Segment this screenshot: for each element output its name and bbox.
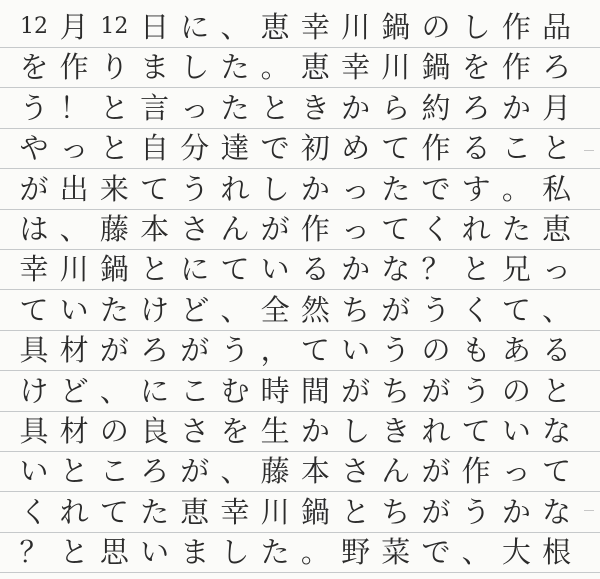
manuscript-char: と (140, 252, 170, 287)
manuscript-char: 鍋 (421, 50, 451, 85)
manuscript-char: 12 (100, 14, 129, 39)
manuscript-char: 、 (542, 292, 572, 327)
manuscript-char: 作 (501, 50, 531, 85)
manuscript-char: 川 (341, 10, 371, 44)
manuscript-char: け (140, 292, 170, 327)
manuscript-char: 然 (300, 292, 330, 327)
manuscript-char: 日 (140, 10, 170, 44)
manuscript-char: て (220, 252, 250, 287)
manuscript-char: 川 (260, 494, 290, 529)
manuscript-char: る (300, 252, 330, 287)
manuscript-char: て (501, 292, 531, 327)
manuscript-char: に (180, 252, 210, 287)
manuscript-row (14, 170, 574, 208)
manuscript-char: 、 (220, 10, 250, 44)
manuscript-char: さ (341, 454, 371, 489)
manuscript-row (14, 291, 574, 329)
manuscript-char: ち (341, 292, 371, 327)
manuscript-char: 鍋 (381, 10, 411, 44)
manuscript-char: め (341, 131, 371, 166)
manuscript-char: て (300, 333, 330, 368)
manuscript-char: し (341, 414, 371, 448)
manuscript-char: 間 (300, 373, 330, 408)
manuscript-char: っ (180, 90, 210, 125)
manuscript-char: ち (381, 494, 411, 529)
manuscript-char: 兄 (501, 252, 531, 287)
manuscript-char: と (99, 131, 129, 166)
manuscript-char: と (99, 90, 129, 125)
manuscript-char: あ (501, 333, 531, 368)
manuscript-char: の (421, 10, 451, 44)
manuscript-char: の (501, 373, 531, 408)
manuscript-char: か (501, 90, 531, 125)
manuscript-char: が (381, 292, 411, 327)
manuscript-char: 約 (421, 90, 451, 125)
manuscript-char: た (220, 50, 250, 85)
manuscript-char: て (542, 454, 572, 489)
manuscript-char: た (381, 171, 411, 206)
manuscript-char: し (220, 535, 250, 570)
manuscript-char: 材 (59, 414, 89, 448)
manuscript-char: と (461, 252, 491, 287)
manuscript-char: と (59, 454, 89, 489)
manuscript-char: 言 (140, 90, 170, 125)
manuscript-char: ？ (19, 535, 49, 570)
margin-tick (584, 330, 594, 331)
manuscript-char: に (180, 10, 210, 44)
manuscript-char: な (542, 494, 572, 529)
manuscript-char: ， (260, 333, 290, 368)
manuscript-char: か (300, 414, 330, 448)
manuscript-char: が (421, 373, 451, 408)
manuscript-char: う (381, 333, 411, 368)
manuscript-char: た (220, 90, 250, 125)
manuscript-char: た (99, 292, 129, 327)
manuscript-char: が (180, 333, 210, 368)
manuscript-char: も (461, 333, 491, 368)
manuscript-char: 品 (542, 10, 572, 44)
manuscript-char: や (19, 131, 49, 166)
manuscript-char: 月 (542, 90, 572, 125)
manuscript-char: 恵 (300, 50, 330, 85)
manuscript-char: て (461, 414, 491, 448)
manuscript-char: 時 (260, 373, 290, 408)
manuscript-char: 。 (260, 50, 290, 85)
manuscript-char: を (461, 50, 491, 85)
manuscript-char: た (260, 535, 290, 570)
manuscript-char: を (220, 414, 250, 448)
manuscript-char: 全 (260, 292, 290, 327)
manuscript-char: こ (180, 373, 210, 408)
manuscript-char: 12 (20, 14, 48, 39)
manuscript-char: て (140, 171, 170, 206)
manuscript-row (14, 372, 574, 410)
manuscript-char: 具 (19, 414, 49, 448)
manuscript-row (14, 493, 574, 531)
manuscript-char: 来 (99, 171, 129, 206)
manuscript-char: れ (421, 414, 451, 448)
manuscript-char: 、 (461, 535, 491, 570)
manuscript-char: 分 (180, 131, 210, 166)
manuscript-char: る (461, 131, 491, 166)
manuscript-char: と (542, 373, 572, 408)
manuscript-char: 、 (220, 454, 250, 489)
manuscript-char: ら (381, 90, 411, 125)
manuscript-char: が (421, 454, 451, 489)
manuscript-char: れ (461, 212, 491, 246)
manuscript-char: こ (99, 454, 129, 489)
manuscript-char: 鍋 (300, 494, 330, 529)
manuscript-char: は (19, 212, 49, 246)
manuscript-char: 材 (59, 333, 89, 368)
manuscript-char: 自 (140, 131, 170, 166)
manuscript-char: か (300, 171, 330, 206)
manuscript-char: し (260, 171, 290, 206)
manuscript-char: っ (542, 252, 572, 287)
manuscript-char: 。 (501, 171, 531, 206)
manuscript-char: の (421, 333, 451, 368)
manuscript-char: 幸 (341, 50, 371, 85)
manuscript-char: で (260, 131, 290, 166)
manuscript-char: 思 (99, 535, 129, 570)
manuscript-char: 本 (300, 454, 330, 489)
margin-tick (584, 510, 594, 511)
margin-tick (584, 150, 594, 151)
manuscript-char: っ (341, 212, 371, 246)
manuscript-char: で (421, 171, 451, 206)
manuscript-char: と (59, 535, 89, 570)
manuscript-char: 生 (260, 414, 290, 448)
manuscript-char: 幸 (300, 10, 330, 44)
manuscript-char: す (461, 171, 491, 206)
manuscript-char: い (19, 454, 49, 489)
manuscript-char: が (260, 212, 290, 246)
manuscript-char: き (300, 90, 330, 125)
manuscript-char: た (501, 212, 531, 246)
manuscript-row (14, 210, 574, 248)
manuscript-char: 根 (542, 535, 572, 570)
manuscript-row (14, 331, 574, 369)
manuscript-char: ！ (59, 90, 89, 125)
manuscript-char: と (341, 494, 371, 529)
manuscript-char: 出 (59, 171, 89, 206)
manuscript-char: 川 (59, 252, 89, 287)
manuscript-char: か (501, 494, 531, 529)
manuscript-char: て (99, 494, 129, 529)
manuscript-char: う (461, 494, 491, 529)
manuscript-char: か (341, 252, 371, 287)
manuscript-char: と (260, 90, 290, 125)
manuscript-char: ち (381, 373, 411, 408)
manuscript-char: て (381, 212, 411, 246)
manuscript-char: 。 (300, 535, 330, 570)
manuscript-char: ん (220, 212, 250, 246)
manuscript-char: い (260, 252, 290, 287)
manuscript-char: て (19, 292, 49, 327)
manuscript-char: さ (180, 414, 210, 448)
manuscript-char: 、 (99, 373, 129, 408)
manuscript-char: が (19, 171, 49, 206)
manuscript-row (14, 452, 574, 490)
manuscript-char: と (542, 131, 572, 166)
manuscript-char: っ (501, 454, 531, 489)
manuscript-char: く (461, 292, 491, 327)
manuscript-char: く (421, 212, 451, 246)
manuscript-char: 、 (59, 212, 89, 246)
manuscript-char: を (19, 50, 49, 85)
manuscript-char: り (99, 50, 129, 85)
manuscript-char: し (461, 10, 491, 44)
manuscript-char: れ (220, 171, 250, 206)
manuscript-char: け (19, 373, 49, 408)
manuscript-char: ど (59, 373, 89, 408)
manuscript-char: 作 (501, 10, 531, 44)
manuscript-char: 初 (300, 131, 330, 166)
manuscript-char: ま (180, 535, 210, 570)
manuscript-char: ろ (542, 50, 572, 85)
manuscript-row (14, 48, 574, 86)
manuscript-char: 恵 (542, 212, 572, 246)
manuscript-char: で (421, 535, 451, 570)
manuscript-char: 良 (140, 414, 170, 448)
manuscript-char: に (140, 373, 170, 408)
manuscript-char: れ (59, 494, 89, 529)
manuscript-char: 本 (140, 212, 170, 246)
manuscript-char: 恵 (260, 10, 290, 44)
manuscript-char: て (381, 131, 411, 166)
manuscript-char: さ (180, 212, 210, 246)
manuscript-char: ろ (140, 454, 170, 489)
manuscript-char: 作 (300, 212, 330, 246)
manuscript-char: き (381, 414, 411, 448)
manuscript-char: う (180, 171, 210, 206)
manuscript-row (14, 533, 574, 571)
manuscript-char: う (461, 373, 491, 408)
manuscript-char: が (99, 333, 129, 368)
manuscript-char: 恵 (180, 494, 210, 529)
manuscript-char: 川 (381, 50, 411, 85)
manuscript-char: た (140, 494, 170, 529)
manuscript-char: る (542, 333, 572, 368)
manuscript-char: 、 (220, 292, 250, 327)
manuscript-char: く (19, 494, 49, 529)
manuscript-char: い (501, 414, 531, 448)
manuscript-row (14, 250, 574, 288)
manuscript-char: 作 (461, 454, 491, 489)
manuscript-char: ん (381, 454, 411, 489)
manuscript-char: 藤 (99, 212, 129, 246)
manuscript-char: い (140, 535, 170, 570)
manuscript-char: む (220, 373, 250, 408)
manuscript-char: 月 (59, 10, 89, 44)
manuscript-char: 幸 (19, 252, 49, 287)
manuscript-row (14, 89, 574, 127)
manuscript-char: い (59, 292, 89, 327)
manuscript-char: ろ (461, 90, 491, 125)
manuscript-char: な (542, 414, 572, 448)
manuscript-char: 具 (19, 333, 49, 368)
manuscript-char: が (180, 454, 210, 489)
manuscript-char: 藤 (260, 454, 290, 489)
manuscript-char: ま (140, 50, 170, 85)
manuscript-char: が (421, 494, 451, 529)
manuscript-char: 大 (501, 535, 531, 570)
manuscript-char: し (180, 50, 210, 85)
manuscript-char: ？ (421, 252, 451, 287)
manuscript-char: う (220, 333, 250, 368)
manuscript-row (14, 129, 574, 167)
manuscript-char: か (341, 90, 371, 125)
manuscript-char: が (341, 373, 371, 408)
manuscript-char: 菜 (381, 535, 411, 570)
manuscript-char: ろ (140, 333, 170, 368)
manuscript-char: 達 (220, 131, 250, 166)
manuscript-char: 私 (542, 171, 572, 206)
manuscript-row (14, 8, 574, 46)
manuscript-char: っ (341, 171, 371, 206)
manuscript-row (14, 412, 574, 450)
manuscript-char: う (421, 292, 451, 327)
manuscript-char: い (341, 333, 371, 368)
manuscript-char: 作 (59, 50, 89, 85)
manuscript-char: こ (501, 131, 531, 166)
manuscript-char: ど (180, 292, 210, 327)
manuscript-char: う (19, 90, 49, 125)
manuscript-char: っ (59, 131, 89, 166)
manuscript-char: 野 (341, 535, 371, 570)
manuscript-char: 幸 (220, 494, 250, 529)
manuscript-char: な (381, 252, 411, 287)
manuscript-char: の (99, 414, 129, 448)
ruled-line (0, 572, 600, 573)
manuscript-char: 作 (421, 131, 451, 166)
manuscript-char: 鍋 (99, 252, 129, 287)
